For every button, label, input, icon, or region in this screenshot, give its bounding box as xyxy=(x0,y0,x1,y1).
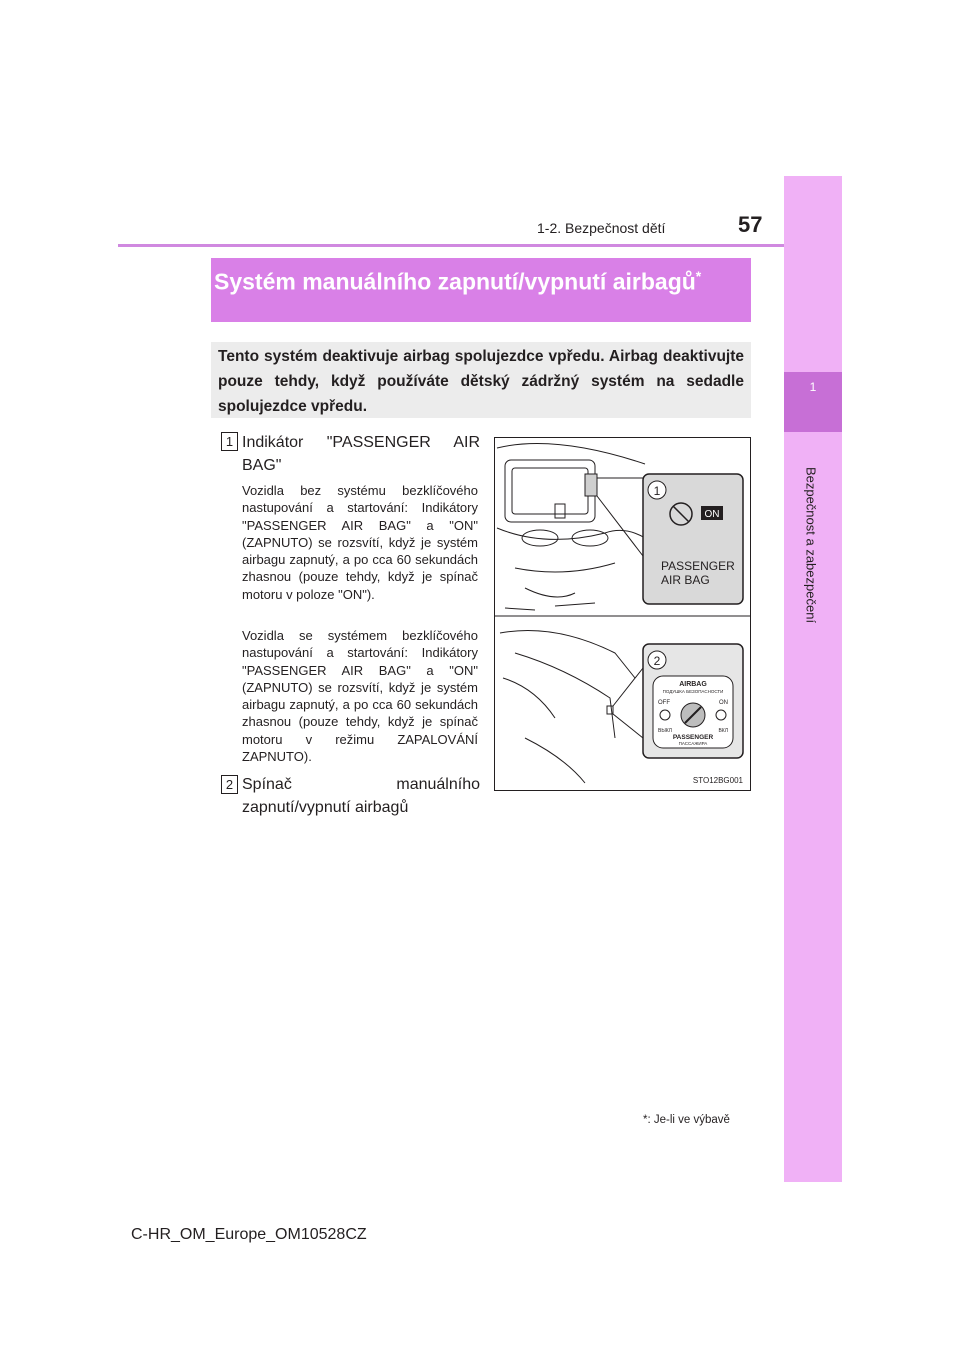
chapter-title: Bezpečnost a zabezpečení xyxy=(803,466,819,624)
item-1-paragraph-2: Vozidla se systémem bezklíčového nastupování a startování: Indikátory "PASSENGER AIR BAG" a "ON" (ZAPNUTO) se rozsvítí, když je systém airbagu zapnutý, a po cca 60 sekundách zhasnou (pouze tehdy, když je spínač motoru v režimu ZAPALOVÁNÍ ZAPNUTO). xyxy=(242,628,478,765)
display-inner xyxy=(512,468,588,514)
switch-label-off-ru: ВЫКЛ xyxy=(658,728,672,734)
console-line-1 xyxy=(515,563,615,572)
console-line-3 xyxy=(505,603,595,610)
figure-code: STO12BG001 xyxy=(692,776,743,785)
item-marker-2: 2 xyxy=(221,775,238,794)
airbag-illustration xyxy=(494,437,751,791)
airbag-illustration-svg xyxy=(495,438,750,790)
display-screen xyxy=(505,460,595,522)
switch-label-passenger-ru: ПАССАЖИРА xyxy=(678,741,708,746)
callout-label-2: 2 xyxy=(653,654,661,668)
header-rule xyxy=(118,244,784,247)
switch-label-airbag: AIRBAG xyxy=(679,681,707,688)
glovebox-front xyxy=(515,653,615,738)
switch-label-on-ru: ВКЛ xyxy=(718,728,728,734)
on-indicator-label: ON xyxy=(704,509,720,520)
section-heading-text: Systém manuálního zapnutí/vypnutí airbagů xyxy=(214,268,696,295)
footnote xyxy=(643,1114,730,1126)
section-heading xyxy=(211,262,744,297)
callout-label-1: 1 xyxy=(653,484,661,498)
switch-label-off: OFF xyxy=(658,700,670,706)
indicator-location xyxy=(585,474,597,496)
intro-text: Tento systém deaktivuje airbag spolujezdce vpředu. Airbag deaktivujte pouze tehdy, když používáte dětský zádržný systém na sedadle spolujezdce vpředu. xyxy=(218,348,744,415)
intro-box xyxy=(211,342,751,418)
item-1-paragraph-1: Vozidla bez systému bezklíčového nastupování a startování: Indikátory "PASSENGER AIR BAG" a "ON" (ZAPNUTO) se rozsvítí, když je systém airbagu zapnutý, a po cca 60 sekundách zhasnou (pouze tehdy, když je spínač motoru v poloze "ON"). xyxy=(242,483,478,602)
console-line-2 xyxy=(525,588,575,597)
switch-label-passenger: PASSENGER xyxy=(672,734,714,741)
footnote-text: : Je-li ve výbavě xyxy=(647,1114,730,1126)
indicator-text-airbag: AIR BAG xyxy=(661,573,710,587)
section-heading-box xyxy=(211,258,751,322)
callout-leader-1 xyxy=(597,478,643,556)
air-vent-left xyxy=(522,530,558,546)
indicator-text-passenger: PASSENGER xyxy=(661,559,735,573)
callout-leader-2 xyxy=(613,668,643,738)
dash-line-top xyxy=(497,444,645,464)
switch-label-on: ON xyxy=(719,700,728,706)
page-number: 57 xyxy=(738,212,763,237)
section-title: 1-2. Bezpečnost dětí xyxy=(537,220,666,236)
switch-label-airbag-ru: ПОДУШКА БЕЗОПАСНОСТИ xyxy=(662,689,724,694)
chapter-side-tab xyxy=(784,176,842,1182)
chapter-number: 1 xyxy=(809,380,817,394)
optional-equipment-mark: * xyxy=(695,268,702,284)
footnote-mark: * xyxy=(643,1114,648,1126)
item-marker-1: 1 xyxy=(221,432,238,451)
item-heading-1: Indikátor "PASSENGER AIR BAG" xyxy=(242,434,480,474)
glovebox-side xyxy=(503,678,555,718)
hazard-button xyxy=(555,504,565,518)
floor-line xyxy=(525,738,585,783)
item-heading-2: Spínač manuálního zapnutí/vypnutí airbagů xyxy=(242,776,480,816)
document-code: C-HR_OM_Europe_OM10528CZ xyxy=(131,1226,367,1243)
